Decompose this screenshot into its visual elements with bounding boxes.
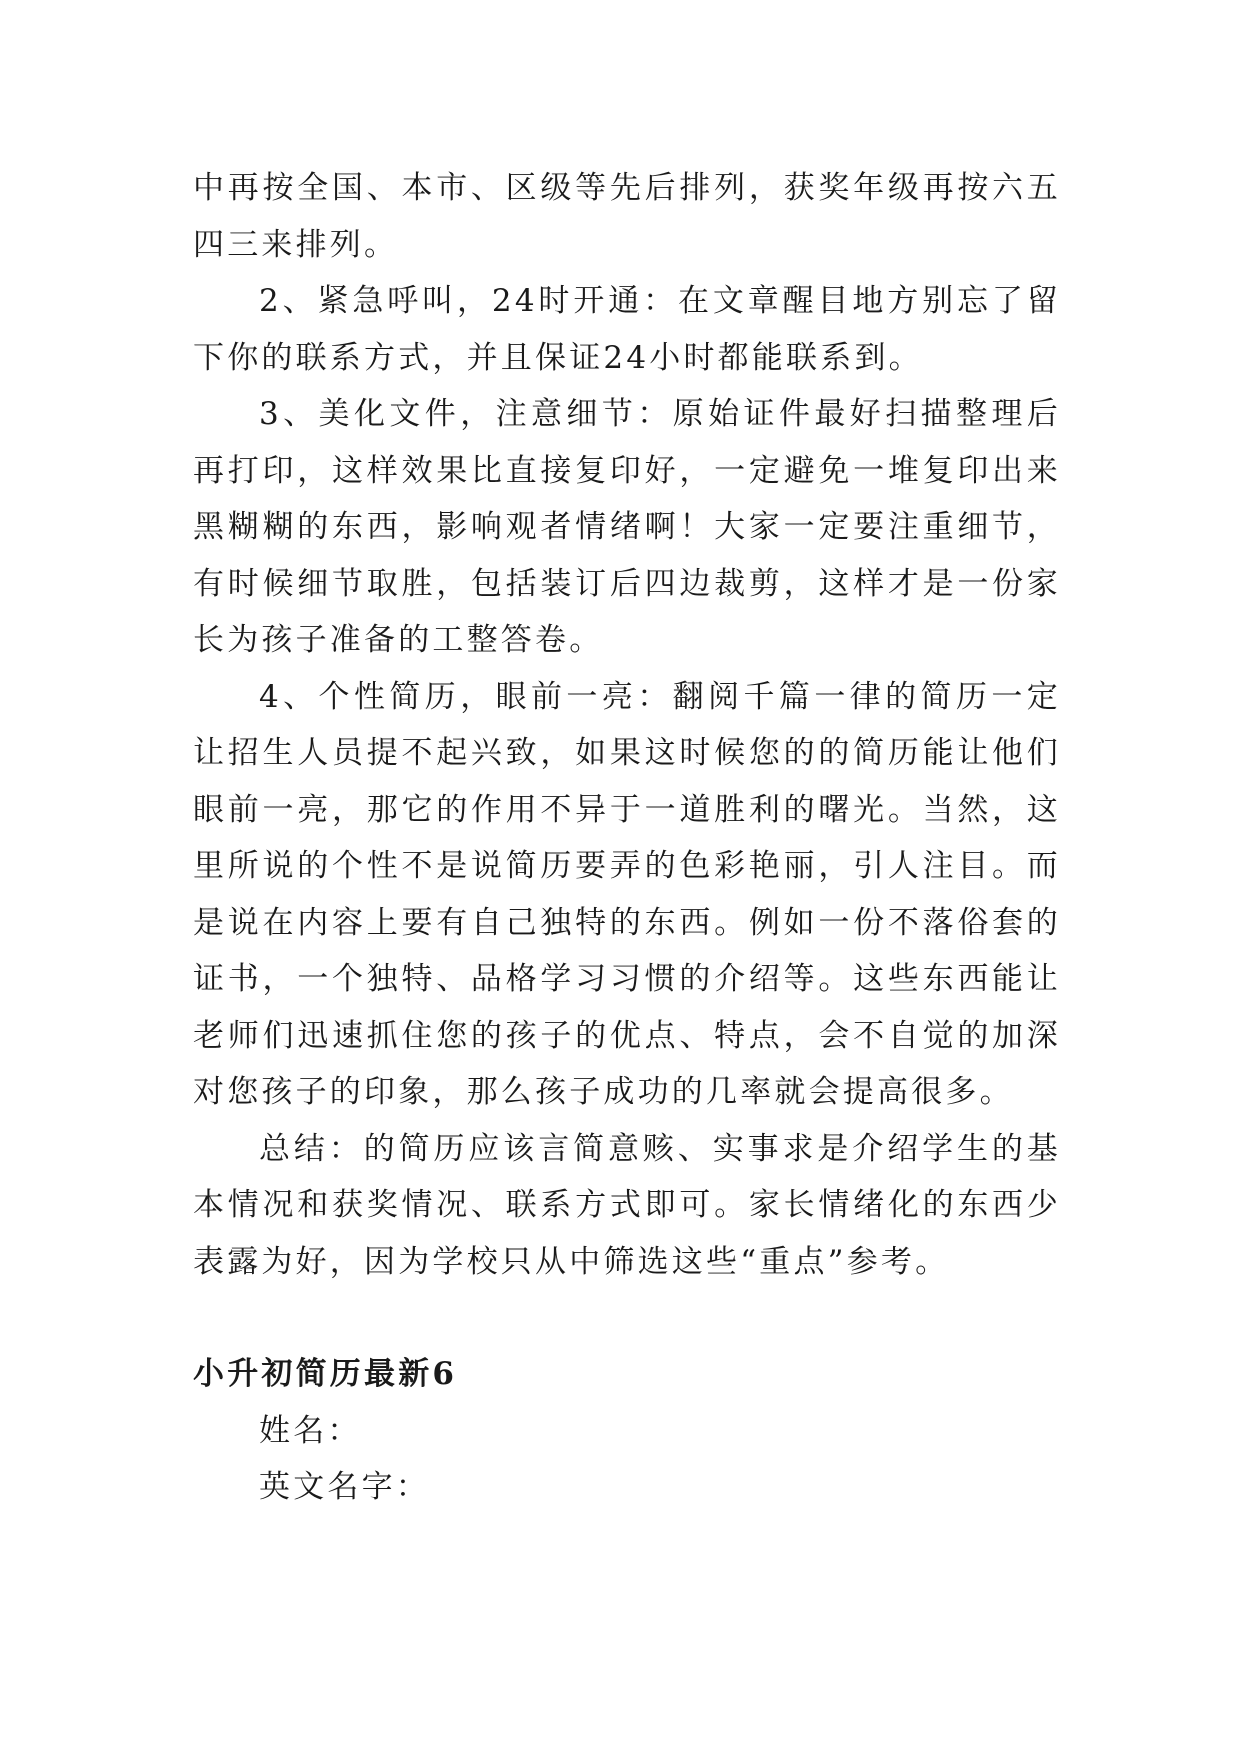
field-name-label: 姓名： bbox=[259, 1412, 362, 1449]
field-english-name-label: 英文名字： bbox=[259, 1469, 430, 1505]
paragraph-tip-emergency-contact: 2、紧急呼叫，24时开通：在文章醒目地方别忘了留下你的联系方式，并且保证24小时都能联系到。 bbox=[193, 283, 1061, 376]
paragraph-continuation: 中再按全国、本市、区级等先后排列，获奖年级再按六五四三来排列。 bbox=[193, 170, 1061, 263]
section-title: 小升初简历最新6 bbox=[193, 1356, 458, 1392]
paragraph-tip-personalized-resume: 4、个性简历，眼前一亮：翻阅千篇一律的简历一定让招生人员提不起兴致，如果这时候您的的简历能让他们眼前一亮，那它的作用不异于一道胜利的曙光。当然，这里所说的个性不是说简历要弄的色彩艳丽，引人注目。而是说在内容上要有自己独特的东西。例如一份不落俗套的证书，一个独特、品格学习习惯的介绍等。这些东西能让老师们迅速抓住您的孩子的优点、特点，会不自觉的加深对您孩子的印象，那么孩子成功的几率就会提高很多。 bbox=[193, 678, 1061, 1110]
paragraph-tip-beautify-document: 3、美化文件，注意细节：原始证件最好扫描整理后再打印，这样效果比直接复印好，一定避免一堆复印出来黑糊糊的东西，影响观者情绪啊！大家一定要注重细节，有时候细节取胜，包括装订后四边裁剪，这样才是一份家长为孩子准备的工整答卷。 bbox=[193, 396, 1061, 658]
paragraph-summary: 总结：的简历应该言简意赅、实事求是介绍学生的基本情况和获奖情况、联系方式即可。家长情绪化的东西少表露为好，因为学校只从中筛选这些“重点”参考。 bbox=[193, 1130, 1061, 1280]
document-body bbox=[193, 160, 1061, 1516]
